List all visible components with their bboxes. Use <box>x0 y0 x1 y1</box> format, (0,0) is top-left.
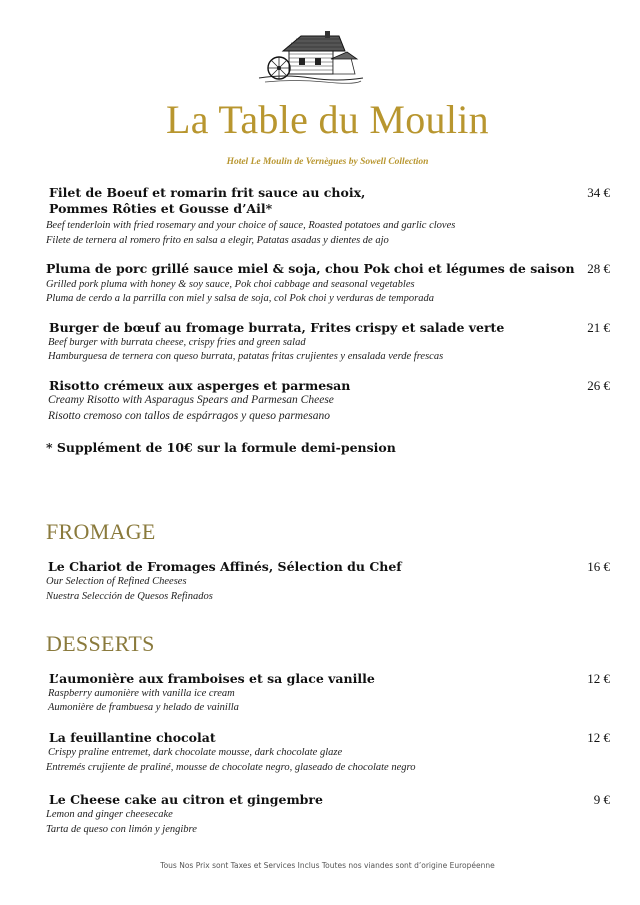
dish-desc-en: Grilled pork pluma with honey & soy sauce, Pok choi cabbage and seasonal vegetables <box>46 279 415 290</box>
dish-price: 21 € <box>587 320 610 335</box>
dish-desc-en: Beef tenderloin with fried rosemary and your choice of sauce, Roasted potatoes and garlic cloves <box>46 220 456 231</box>
section-heading-desserts: DESSERTS <box>46 631 155 656</box>
dish-name: La feuillantine chocolat <box>49 730 216 745</box>
dish-desc-es: Risotto cremoso con tallos de espárragos y queso parmesano <box>48 410 330 422</box>
dish-name: Le Chariot de Fromages Affinés, Sélection du Chef <box>48 559 402 574</box>
dish-desc-es: Nuestra Selección de Quesos Refinados <box>46 591 213 602</box>
watermill-icon <box>255 28 367 86</box>
dish-desc-es: Tarta de queso con limón y jengibre <box>46 824 197 835</box>
dish-name-continued: Pommes Rôties et Gousse d’Ail* <box>49 201 273 216</box>
dish-desc-es: Filete de ternera al romero frito en salsa a elegir, Patatas asadas y dientes de ajo <box>46 235 389 246</box>
dish-desc-en: Beef burger with burrata cheese, crispy fries and green salad <box>48 337 306 348</box>
footer-note: Tous Nos Prix sont Taxes et Services Inclus Toutes nos viandes sont d’origine Européenne <box>160 861 495 870</box>
dish-name: Burger de bœuf au fromage burrata, Frites crispy et salade verte <box>49 320 505 335</box>
dish-desc-en: Our Selection of Refined Cheeses <box>46 576 187 587</box>
dish-price: 9 € <box>593 792 610 807</box>
dish-desc-es: Entremés crujiente de praliné, mousse de chocolate negro, glaseado de chocolate negro <box>46 762 416 773</box>
dish-price: 12 € <box>587 730 610 745</box>
dish-desc-en: Crispy praline entremet, dark chocolate mousse, dark chocolate glaze <box>48 747 343 758</box>
dish-desc-en: Creamy Risotto with Asparagus Spears and Parmesan Cheese <box>48 394 334 406</box>
dish-price: 12 € <box>587 671 610 686</box>
dish-name: Filet de Boeuf et romarin frit sauce au choix, <box>49 185 366 200</box>
supplement-note: * Supplément de 10€ sur la formule demi-pension <box>46 440 396 455</box>
dish-name: Risotto crémeux aux asperges et parmesan <box>49 378 351 393</box>
dish-price: 34 € <box>587 185 610 200</box>
hotel-subtitle: Hotel Le Moulin de Vernègues by Sowell Collection <box>226 157 429 167</box>
dish-name: Le Cheese cake au citron et gingembre <box>49 792 323 807</box>
dish-price: 16 € <box>587 559 610 574</box>
dish-desc-es: Pluma de cerdo a la parrilla con miel y salsa de soja, col Pok choi y verduras de temporada <box>46 293 434 304</box>
section-heading-fromage: FROMAGE <box>46 519 156 544</box>
dish-name: Pluma de porc grillé sauce miel & soja, chou Pok choi et légumes de saison <box>46 261 575 276</box>
dish-desc-es: Aumonière de frambuesa y helado de vainilla <box>48 702 239 713</box>
dish-desc-es: Hamburguesa de ternera con queso burrata, patatas fritas crujientes y ensalada verde frescas <box>48 351 444 362</box>
restaurant-title: La Table du Moulin <box>166 97 489 142</box>
dish-desc-en: Raspberry aumonière with vanilla ice cream <box>48 688 235 699</box>
dish-price: 26 € <box>587 378 610 393</box>
dish-desc-en: Lemon and ginger cheesecake <box>46 809 173 820</box>
dish-name: L’aumonière aux framboises et sa glace vanille <box>49 671 375 686</box>
dish-price: 28 € <box>587 261 610 276</box>
